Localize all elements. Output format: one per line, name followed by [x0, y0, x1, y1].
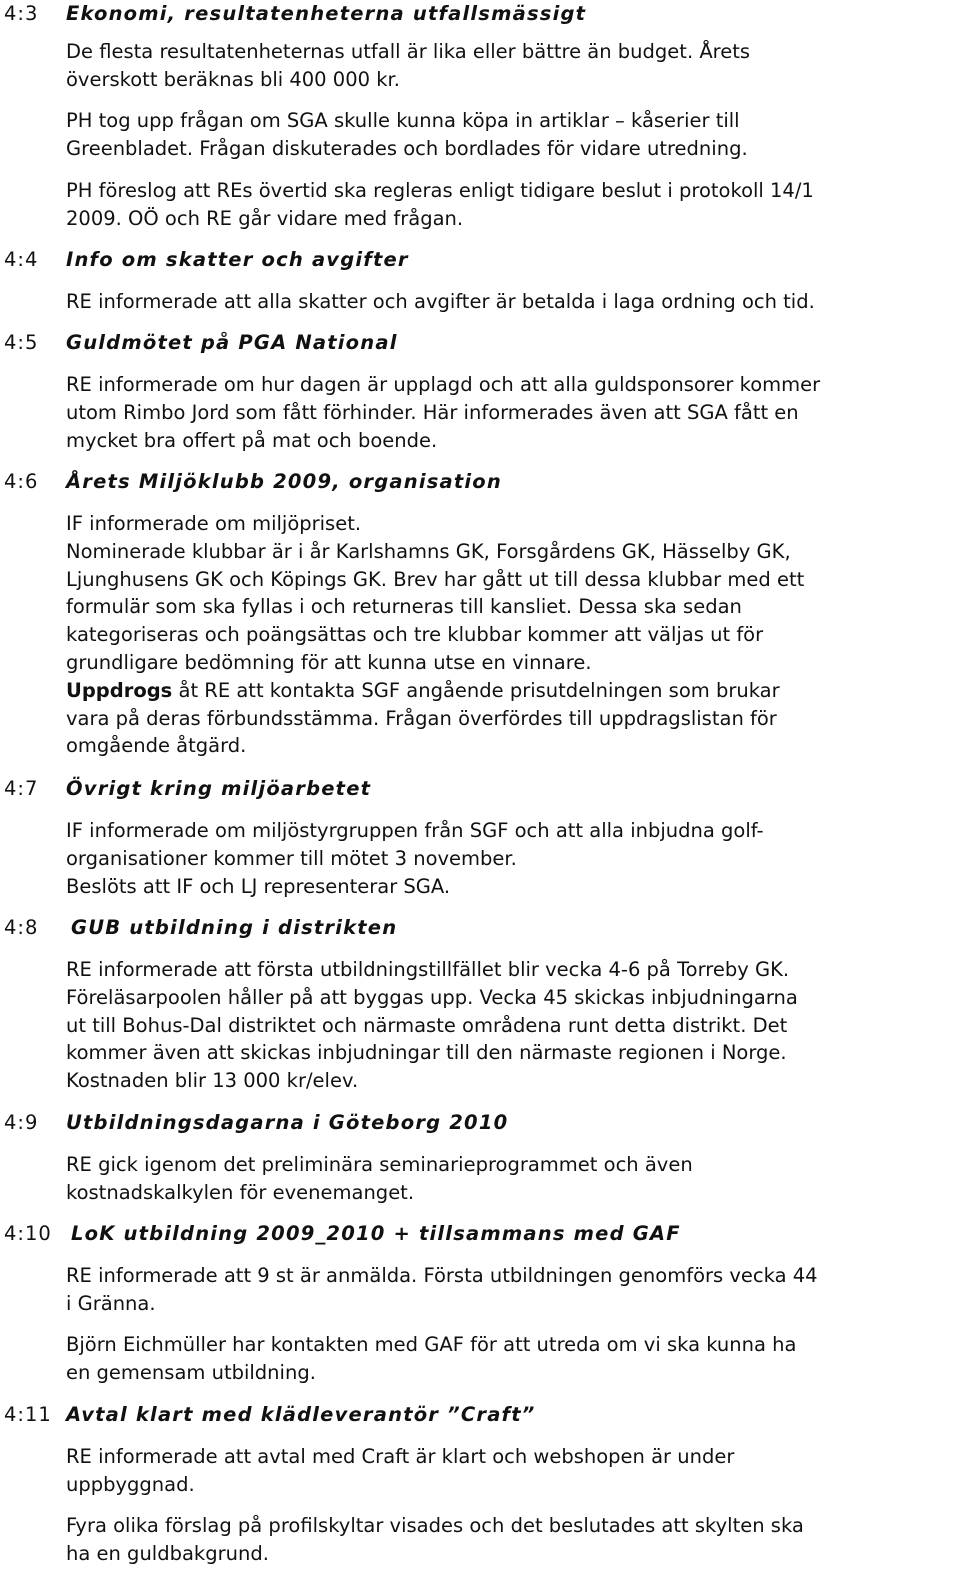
- paragraph: [66, 510, 956, 760]
- text-line: Kostnaden blir 13 000 kr/elev.: [66, 1069, 359, 1093]
- text-line: Föreläsarpoolen håller på att byggas upp. Vecka 45 skickas inbjudningarna: [66, 985, 798, 1009]
- text-line: IF informerade om miljöstyrgruppen från SGF och att alla inbjudna golf-: [66, 819, 764, 842]
- paragraph: [66, 288, 956, 316]
- section-number: 4:5: [4, 331, 39, 354]
- section-heading: Ekonomi, resultatenheterna utfallsmässigt: [66, 2, 587, 25]
- text-line: Björn Eichmüller har kontakten med GAF för att utreda om vi ska kunna ha: [66, 1333, 797, 1356]
- paragraph: [66, 1443, 956, 1499]
- text-line: formulär som ska fyllas i och returneras till kansliet. Dessa ska sedan: [66, 595, 742, 619]
- paragraph: [66, 817, 956, 900]
- text-line: grundligare bedömning för att kunna utse en vinnare.: [66, 650, 592, 674]
- text-line: PH tog upp frågan om SGA skulle kunna köpa in artiklar – kåserier till: [66, 109, 740, 132]
- uppdrag-text: åt RE att kontakta SGF angående prisutdelningen som brukar: [172, 678, 780, 702]
- text-line: kategoriseras och poängsättas och tre klubbar kommer att väljas ut för: [66, 623, 764, 647]
- text-line: kostnadskalkylen för evenemanget.: [66, 1180, 415, 1204]
- section-heading: GUB utbildning i distrikten: [71, 916, 398, 939]
- text-line: Ljunghusens GK och Köpings GK. Brev har gått ut till dessa klubbar med ett: [66, 567, 805, 591]
- section-heading: Avtal klart med klädleverantör ”Craft”: [66, 1403, 536, 1426]
- section-number: 4:10: [4, 1222, 52, 1245]
- paragraph: [66, 1512, 956, 1568]
- section-heading: Guldmötet på PGA National: [66, 331, 398, 354]
- text-line: RE gick igenom det preliminära seminarieprogrammet och även: [66, 1153, 693, 1176]
- paragraph: [66, 1151, 956, 1207]
- text-line: IF informerade om miljöpriset.: [66, 512, 362, 535]
- paragraph: [66, 38, 956, 94]
- text-line: RE informerade att avtal med Craft är klart och webshopen är under: [66, 1445, 735, 1468]
- paragraph: [66, 371, 956, 454]
- text-line: PH föreslog att REs övertid ska regleras enligt tidigare beslut i protokoll 14/1: [66, 179, 814, 202]
- paragraph: [66, 1331, 956, 1387]
- section-number: 4:8: [4, 916, 39, 939]
- text-line: en gemensam utbildning.: [66, 1360, 316, 1384]
- section-heading: Årets Miljöklubb 2009, organisation: [66, 470, 502, 493]
- section-heading: Utbildningsdagarna i Göteborg 2010: [66, 1111, 509, 1134]
- text-line: RE informerade att alla skatter och avgifter är betalda i laga ordning och tid.: [66, 290, 815, 313]
- paragraph: [66, 107, 956, 163]
- text-line: RE informerade att 9 st är anmälda. Första utbildningen genomförs vecka 44: [66, 1264, 818, 1287]
- paragraph: [66, 1262, 956, 1318]
- text-line: vara på deras förbundsstämma. Frågan överfördes till uppdragslistan för: [66, 706, 777, 730]
- text-line: [66, 677, 956, 705]
- section-heading: LoK utbildning 2009_2010 + tillsammans med GAF: [71, 1222, 681, 1245]
- section-number: 4:7: [4, 777, 39, 800]
- section-number: 4:9: [4, 1111, 39, 1134]
- text-line: omgående åtgärd.: [66, 734, 247, 758]
- section-heading: Övrigt kring miljöarbetet: [66, 777, 372, 800]
- text-line: utom Rimbo Jord som fått förhinder. Här informerades även att SGA fått en: [66, 400, 799, 424]
- uppdrag-keyword: Uppdrogs: [66, 678, 173, 702]
- paragraph: [66, 956, 956, 1095]
- text-line: Beslöts att IF och LJ representerar SGA.: [66, 874, 451, 898]
- text-line: uppbyggnad.: [66, 1472, 195, 1496]
- text-line: Nominerade klubbar är i år Karlshamns GK, Forsgårdens GK, Hässelby GK,: [66, 539, 791, 563]
- text-line: De flesta resultatenheternas utfall är lika eller bättre än budget. Årets: [66, 40, 751, 63]
- text-line: kommer även att skickas inbjudningar till den närmaste regionen i Norge.: [66, 1041, 787, 1065]
- text-line: mycket bra offert på mat och boende.: [66, 428, 438, 452]
- text-line: Fyra olika förslag på profilskyltar visades och det beslutades att skylten ska: [66, 1514, 804, 1537]
- section-number: 4:4: [4, 248, 39, 271]
- text-line: RE informerade att första utbildningstillfället blir vecka 4-6 på Torreby GK.: [66, 958, 790, 981]
- paragraph: [66, 177, 956, 233]
- text-line: ut till Bohus-Dal distriktet och närmaste områdena runt detta distrikt. Det: [66, 1013, 788, 1037]
- text-line: 2009. OÖ och RE går vidare med frågan.: [66, 206, 464, 230]
- section-heading: Info om skatter och avgifter: [66, 248, 409, 271]
- text-line: RE informerade om hur dagen är upplagd och att alla guldsponsorer kommer: [66, 373, 821, 396]
- text-line: organisationer kommer till mötet 3 november.: [66, 846, 517, 870]
- text-line: ha en guldbakgrund.: [66, 1541, 269, 1565]
- text-line: överskott beräknas bli 400 000 kr.: [66, 67, 400, 91]
- section-number: 4:3: [4, 2, 39, 25]
- section-number: 4:11: [4, 1403, 52, 1426]
- section-number: 4:6: [4, 470, 39, 493]
- text-line: i Gränna.: [66, 1291, 156, 1315]
- text-line: Greenbladet. Frågan diskuterades och bordlades för vidare utredning.: [66, 136, 748, 160]
